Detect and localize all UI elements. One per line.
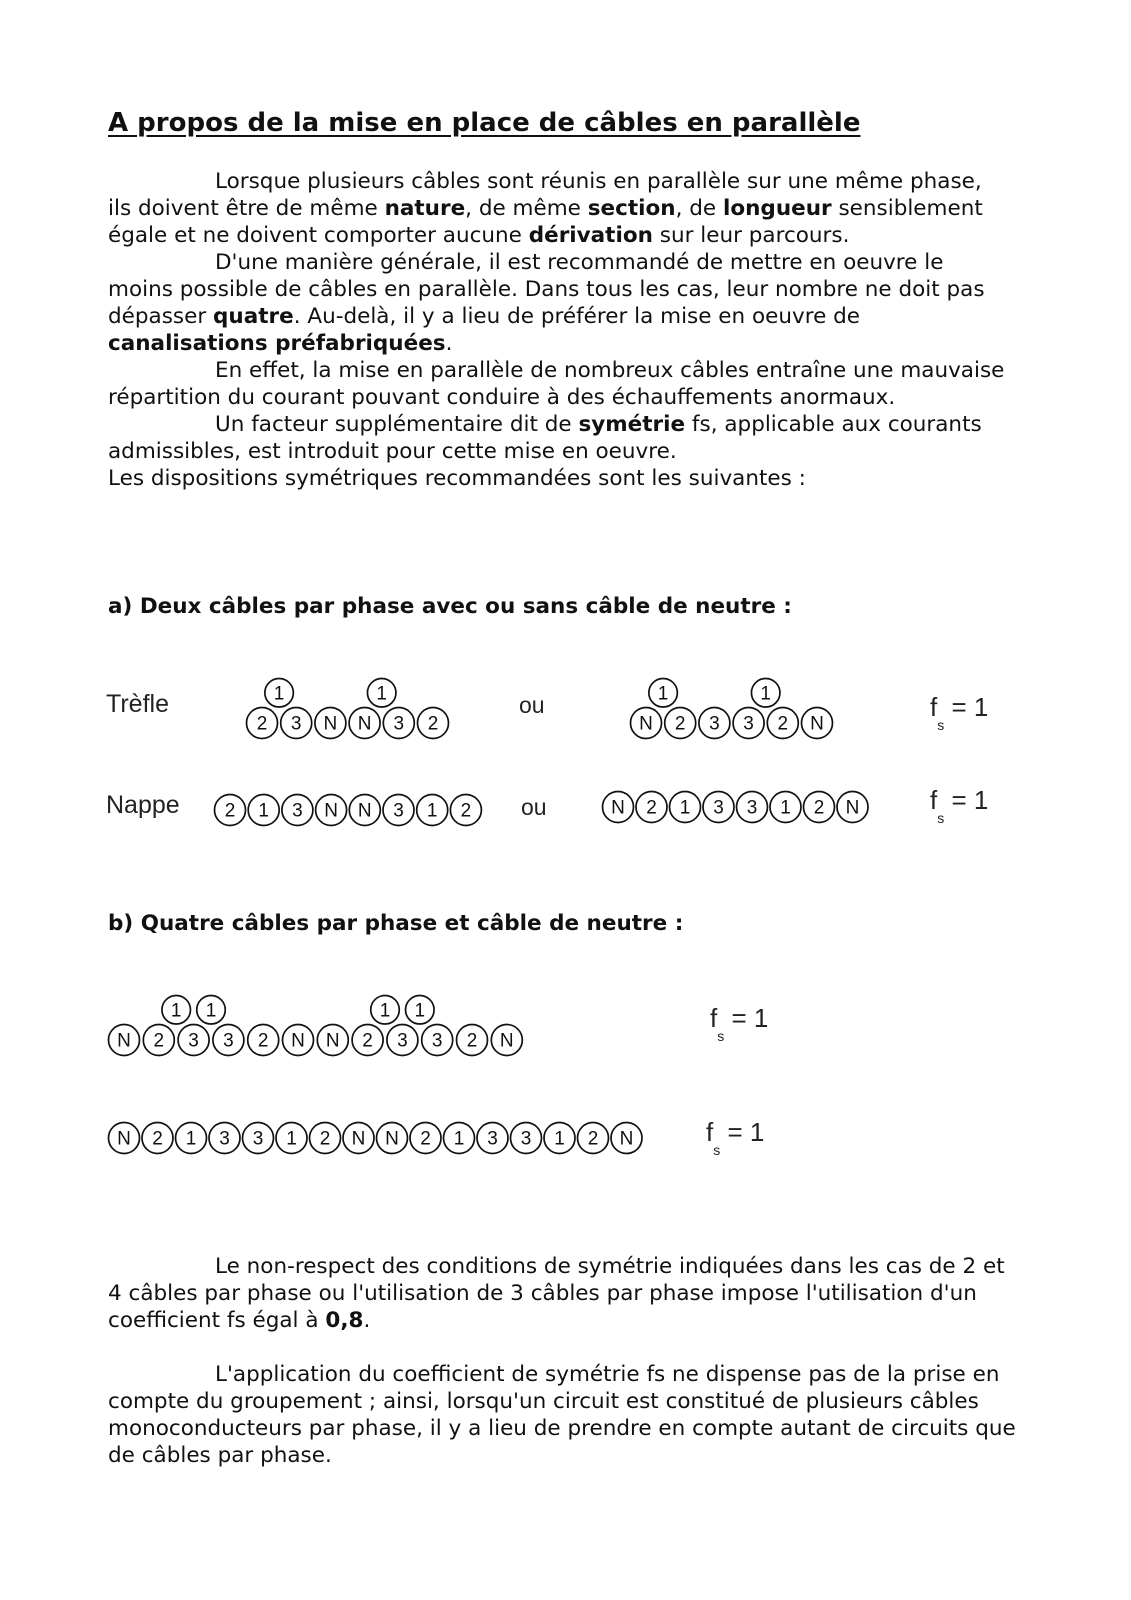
svg-text:1: 1: [780, 797, 791, 819]
svg-text:2: 2: [224, 800, 236, 822]
nappe-diagram-4-cables: [104, 1118, 644, 1160]
nappe-diagram-2: [600, 787, 874, 827]
fs-nappe-b: $f_s = 1$: [706, 1117, 765, 1158]
cable-2: [247, 708, 278, 739]
svg-text:N: N: [291, 1030, 305, 1052]
fs-nappe-a: $f_s = 1$: [930, 785, 989, 826]
svg-text:2: 2: [460, 800, 472, 822]
cable-N: [109, 1025, 140, 1056]
cable-N: [631, 708, 662, 739]
svg-text:3: 3: [713, 797, 724, 819]
fs-trefle-b: $f_s = 1$: [710, 1003, 769, 1044]
cable-3: [737, 792, 768, 823]
text-run: En effet, la mise en parallèle de nombreux câbles entraîne une mauvaise répartition du courant pouvant conduire à des échauffements anormaux.: [108, 358, 1005, 410]
text-run: sur leur parcours.: [652, 223, 850, 248]
svg-text:1: 1: [760, 683, 771, 705]
cable-3: [383, 708, 414, 739]
svg-text:N: N: [323, 713, 338, 735]
text-run: L'application du coefficient de symétrie fs ne dispense pas de la prise en compte du groupement ; ainsi, lorsqu'un circuit est constitué de plusieurs câbles monoconducteurs par phase, il y a lieu de prendre en compte autant de circuits que de câbles par phase.: [108, 1362, 1016, 1468]
cable-N: [802, 708, 833, 739]
svg-text:N: N: [324, 800, 338, 822]
cable-N: [349, 708, 380, 739]
cable-N: [603, 792, 634, 823]
svg-text:N: N: [385, 1128, 399, 1150]
bold-term: canalisations préfabriquées: [108, 331, 446, 356]
svg-text:3: 3: [223, 1030, 234, 1052]
bold-term: section: [587, 196, 676, 221]
svg-text:2: 2: [646, 797, 657, 819]
svg-text:2: 2: [674, 713, 686, 735]
svg-text:3: 3: [520, 1128, 532, 1150]
intro-paragraph-2: [108, 249, 1008, 357]
bold-term: longueur: [722, 196, 832, 221]
text-run: , de: [675, 196, 723, 221]
bold-term: dérivation: [528, 223, 653, 248]
section-a-heading: a) Deux câbles par phase avec ou sans câble de neutre :: [108, 594, 792, 619]
cable-1: [367, 679, 396, 708]
cable-1: [670, 792, 701, 823]
svg-text:3: 3: [746, 797, 758, 819]
cable-2: [578, 1123, 609, 1154]
cable-N: [837, 792, 868, 823]
svg-text:1: 1: [554, 1128, 565, 1150]
trefle-label: Trèfle: [106, 690, 169, 718]
cable-2: [352, 1025, 383, 1056]
cable-3: [699, 708, 730, 739]
cable-3: [387, 1025, 418, 1056]
cable-1: [649, 679, 678, 708]
cable-3: [422, 1025, 453, 1056]
cable-2: [457, 1025, 488, 1056]
cable-3: [703, 792, 734, 823]
bold-term: symétrie: [578, 412, 686, 437]
cable-1: [176, 1123, 207, 1154]
svg-text:N: N: [619, 1128, 634, 1150]
svg-text:2: 2: [362, 1030, 373, 1052]
cable-1: [751, 679, 780, 708]
cable-N: [317, 1025, 348, 1056]
svg-text:1: 1: [258, 800, 269, 822]
cable-N: [316, 795, 347, 826]
bold-term: nature: [384, 196, 466, 221]
cable-1: [265, 679, 294, 708]
svg-text:3: 3: [188, 1030, 199, 1052]
closing-paragraph-1: [108, 1253, 1023, 1334]
cable-2: [665, 708, 696, 739]
text-run: , de même: [465, 196, 588, 221]
bold-term: quatre: [213, 304, 294, 329]
ou-label-trefle: ou: [519, 692, 545, 718]
cable-3: [282, 795, 313, 826]
svg-text:1: 1: [379, 1000, 391, 1022]
svg-text:2: 2: [256, 713, 268, 735]
svg-text:3: 3: [431, 1030, 443, 1052]
svg-text:3: 3: [709, 713, 720, 735]
svg-text:N: N: [357, 800, 372, 822]
intro-paragraph-5: [108, 465, 1008, 492]
svg-text:N: N: [499, 1030, 514, 1052]
cable-3: [281, 708, 312, 739]
text-run: Un facteur supplémentaire dit de: [215, 412, 579, 437]
cable-2: [143, 1025, 174, 1056]
cable-2: [767, 708, 798, 739]
svg-text:1: 1: [453, 1128, 465, 1150]
cable-3: [209, 1123, 240, 1154]
intro-paragraph-4: [108, 411, 1008, 465]
svg-text:2: 2: [420, 1128, 431, 1150]
svg-text:3: 3: [252, 1128, 264, 1150]
trefle-diagram-1: [244, 676, 456, 742]
nappe-diagram-1: [212, 790, 484, 830]
svg-text:2: 2: [587, 1128, 599, 1150]
svg-text:2: 2: [466, 1030, 478, 1052]
svg-text:3: 3: [393, 713, 405, 735]
svg-text:3: 3: [290, 713, 302, 735]
svg-text:N: N: [611, 797, 625, 819]
svg-text:1: 1: [205, 1000, 217, 1022]
text-run: D'une manière générale, il est recommandé de mettre en oeuvre le moins possible de câbles en parallèle. Dans tous les cas, leur nombre ne doit pas dépasser: [108, 250, 985, 329]
svg-text:3: 3: [219, 1128, 230, 1150]
svg-text:1: 1: [170, 1000, 182, 1022]
svg-text:3: 3: [743, 713, 754, 735]
bold-term: 0,8: [325, 1308, 364, 1333]
cable-2: [142, 1123, 173, 1154]
text-run: Le non-respect des conditions de symétrie indiquées dans les cas de 2 et 4 câbles par phase ou l'utilisation de 3 câbles par phase impose l'utilisation d'un coefficient fs égal à: [108, 1254, 1005, 1333]
svg-text:N: N: [117, 1128, 131, 1150]
text-run: .: [445, 331, 453, 356]
cable-1: [371, 996, 400, 1025]
cable-2: [410, 1123, 441, 1154]
cable-3: [733, 708, 764, 739]
cable-3: [477, 1123, 508, 1154]
cable-N: [349, 795, 380, 826]
svg-text:1: 1: [286, 1128, 297, 1150]
section-b-heading: b) Quatre câbles par phase et câble de neutre :: [108, 911, 684, 936]
svg-text:1: 1: [657, 683, 669, 705]
svg-text:1: 1: [679, 797, 691, 819]
svg-text:1: 1: [426, 800, 438, 822]
cable-1: [417, 795, 448, 826]
text-run: .: [363, 1308, 371, 1333]
fs-trefle-a: $f_s = 1$: [930, 692, 989, 733]
cable-N: [283, 1025, 314, 1056]
cable-2: [450, 795, 481, 826]
intro-paragraph-3: [108, 357, 1008, 411]
cable-2: [310, 1123, 341, 1154]
text-run: Les dispositions symétriques recommandées sont les suivantes :: [108, 466, 806, 491]
svg-text:2: 2: [257, 1030, 269, 1052]
cable-2: [418, 708, 449, 739]
svg-text:N: N: [639, 713, 653, 735]
svg-text:3: 3: [487, 1128, 498, 1150]
cable-2: [636, 792, 667, 823]
svg-text:N: N: [357, 713, 372, 735]
cable-1: [444, 1123, 475, 1154]
intro-text: [108, 168, 1008, 492]
svg-text:3: 3: [292, 800, 303, 822]
cable-1: [162, 996, 191, 1025]
svg-text:1: 1: [273, 683, 285, 705]
text-run: . Au-delà, il y a lieu de préférer la mise en oeuvre de: [293, 304, 861, 329]
cable-1: [406, 996, 435, 1025]
cable-1: [197, 996, 226, 1025]
svg-text:N: N: [810, 713, 824, 735]
cable-N: [377, 1123, 408, 1154]
cable-N: [343, 1123, 374, 1154]
cable-3: [511, 1123, 542, 1154]
text-run: Lorsque plusieurs câbles sont réunis en parallèle sur une même phase, ils doivent être de même: [108, 169, 982, 221]
cable-3: [178, 1025, 209, 1056]
svg-text:N: N: [325, 1030, 340, 1052]
cable-N: [315, 708, 346, 739]
cable-2: [248, 1025, 279, 1056]
trefle-diagram-2: [628, 676, 840, 742]
cable-3: [383, 795, 414, 826]
cable-1: [248, 795, 279, 826]
cable-1: [770, 792, 801, 823]
svg-text:2: 2: [427, 713, 439, 735]
intro-paragraph-1: [108, 168, 1008, 249]
svg-text:2: 2: [319, 1128, 331, 1150]
trefle-diagram-4-cables: [104, 990, 528, 1058]
svg-text:2: 2: [813, 797, 825, 819]
ou-label-nappe: ou: [521, 794, 547, 820]
svg-text:3: 3: [397, 1030, 408, 1052]
svg-text:2: 2: [777, 713, 789, 735]
cable-2: [215, 795, 246, 826]
svg-text:1: 1: [414, 1000, 426, 1022]
svg-text:N: N: [117, 1030, 131, 1052]
cable-N: [109, 1123, 140, 1154]
svg-text:1: 1: [376, 683, 387, 705]
svg-text:N: N: [351, 1128, 366, 1150]
text-run: sensiblement égale et ne doivent comporter aucune: [108, 196, 983, 248]
svg-text:2: 2: [152, 1128, 163, 1150]
cable-1: [276, 1123, 307, 1154]
cable-N: [491, 1025, 522, 1056]
cable-N: [611, 1123, 642, 1154]
cable-3: [213, 1025, 244, 1056]
text-run: fs, applicable aux courants admissibles, est introduit pour cette mise en oeuvre.: [108, 412, 982, 464]
svg-text:3: 3: [393, 800, 404, 822]
nappe-label: Nappe: [106, 791, 180, 819]
page-title: A propos de la mise en place de câbles en parallèle: [108, 108, 861, 138]
svg-text:N: N: [845, 797, 860, 819]
svg-text:2: 2: [153, 1030, 165, 1052]
cable-1: [544, 1123, 575, 1154]
cable-3: [243, 1123, 274, 1154]
svg-text:1: 1: [185, 1128, 197, 1150]
closing-paragraph-2: [108, 1361, 1023, 1469]
cable-2: [804, 792, 835, 823]
